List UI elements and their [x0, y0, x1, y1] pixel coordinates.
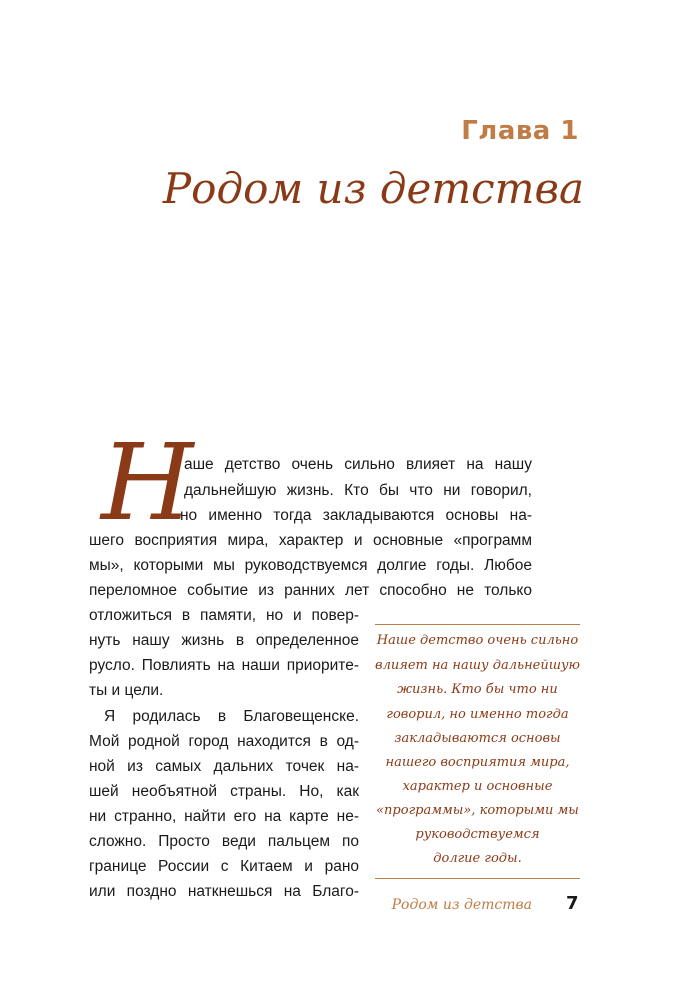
- body-line: Мой родной город находится в од-: [89, 733, 359, 750]
- body-line: русло. Повлиять на наши приорите-: [89, 657, 359, 674]
- pull-quote-line: Наше детство очень сильно: [376, 633, 579, 648]
- pull-quote-line: жизнь. Кто бы что ни: [397, 682, 558, 697]
- pull-quote: [375, 624, 580, 879]
- body-line: или поздно наткнешься на Благо-: [89, 883, 359, 900]
- body-line: аше детство очень сильно влияет на нашу: [184, 456, 532, 473]
- body-line: границе России с Китаем и рано: [89, 858, 359, 875]
- page-number: 7: [566, 893, 579, 914]
- body-line: мы», которыми мы руководствуемся долгие годы. Любое: [89, 557, 532, 574]
- body-line: ни странно, найти его на карте не-: [89, 808, 359, 825]
- pull-quote-line: закладываются основы: [394, 731, 561, 746]
- drop-cap: Н: [101, 421, 194, 544]
- body-line: но именно тогда закладываются основы на-: [180, 507, 532, 524]
- pull-quote-line: влияет на нашу дальнейшую: [375, 658, 580, 673]
- body-line: отложиться в памяти, но и повер-: [89, 607, 359, 624]
- body-line: ты и цели.: [89, 682, 164, 699]
- body-line: шего восприятия мира, характер и основные «программ: [89, 532, 532, 549]
- pull-quote-line: характер и основные: [402, 779, 553, 794]
- body-line: Я родилась в Благовещенске.: [104, 708, 359, 725]
- chapter-number: Глава 1: [461, 116, 579, 146]
- pull-quote-line: говорил, но именно тогда: [386, 707, 569, 722]
- body-line: нуть нашу жизнь в определенное: [89, 632, 359, 649]
- pull-quote-line: «программы», которыми мы: [376, 803, 579, 818]
- body-line: шей необъятной страны. Но, как: [89, 783, 359, 800]
- pull-quote-line: нашего восприятия мира,: [385, 755, 570, 770]
- pull-quote-line: долгие годы.: [433, 851, 522, 866]
- body-line: переломное событие из ранних лет способно не только: [89, 582, 532, 599]
- body-line: дальнейшую жизнь. Кто бы что ни говорил,: [184, 482, 532, 499]
- body-line: ной из самых дальних точек на-: [89, 758, 359, 775]
- running-title: Родом из детства: [391, 897, 532, 913]
- chapter-title: Родом из детства: [162, 164, 584, 213]
- body-line: сложно. Просто веди пальцем по: [89, 833, 359, 850]
- pull-quote-line: руководствуемся: [415, 827, 540, 842]
